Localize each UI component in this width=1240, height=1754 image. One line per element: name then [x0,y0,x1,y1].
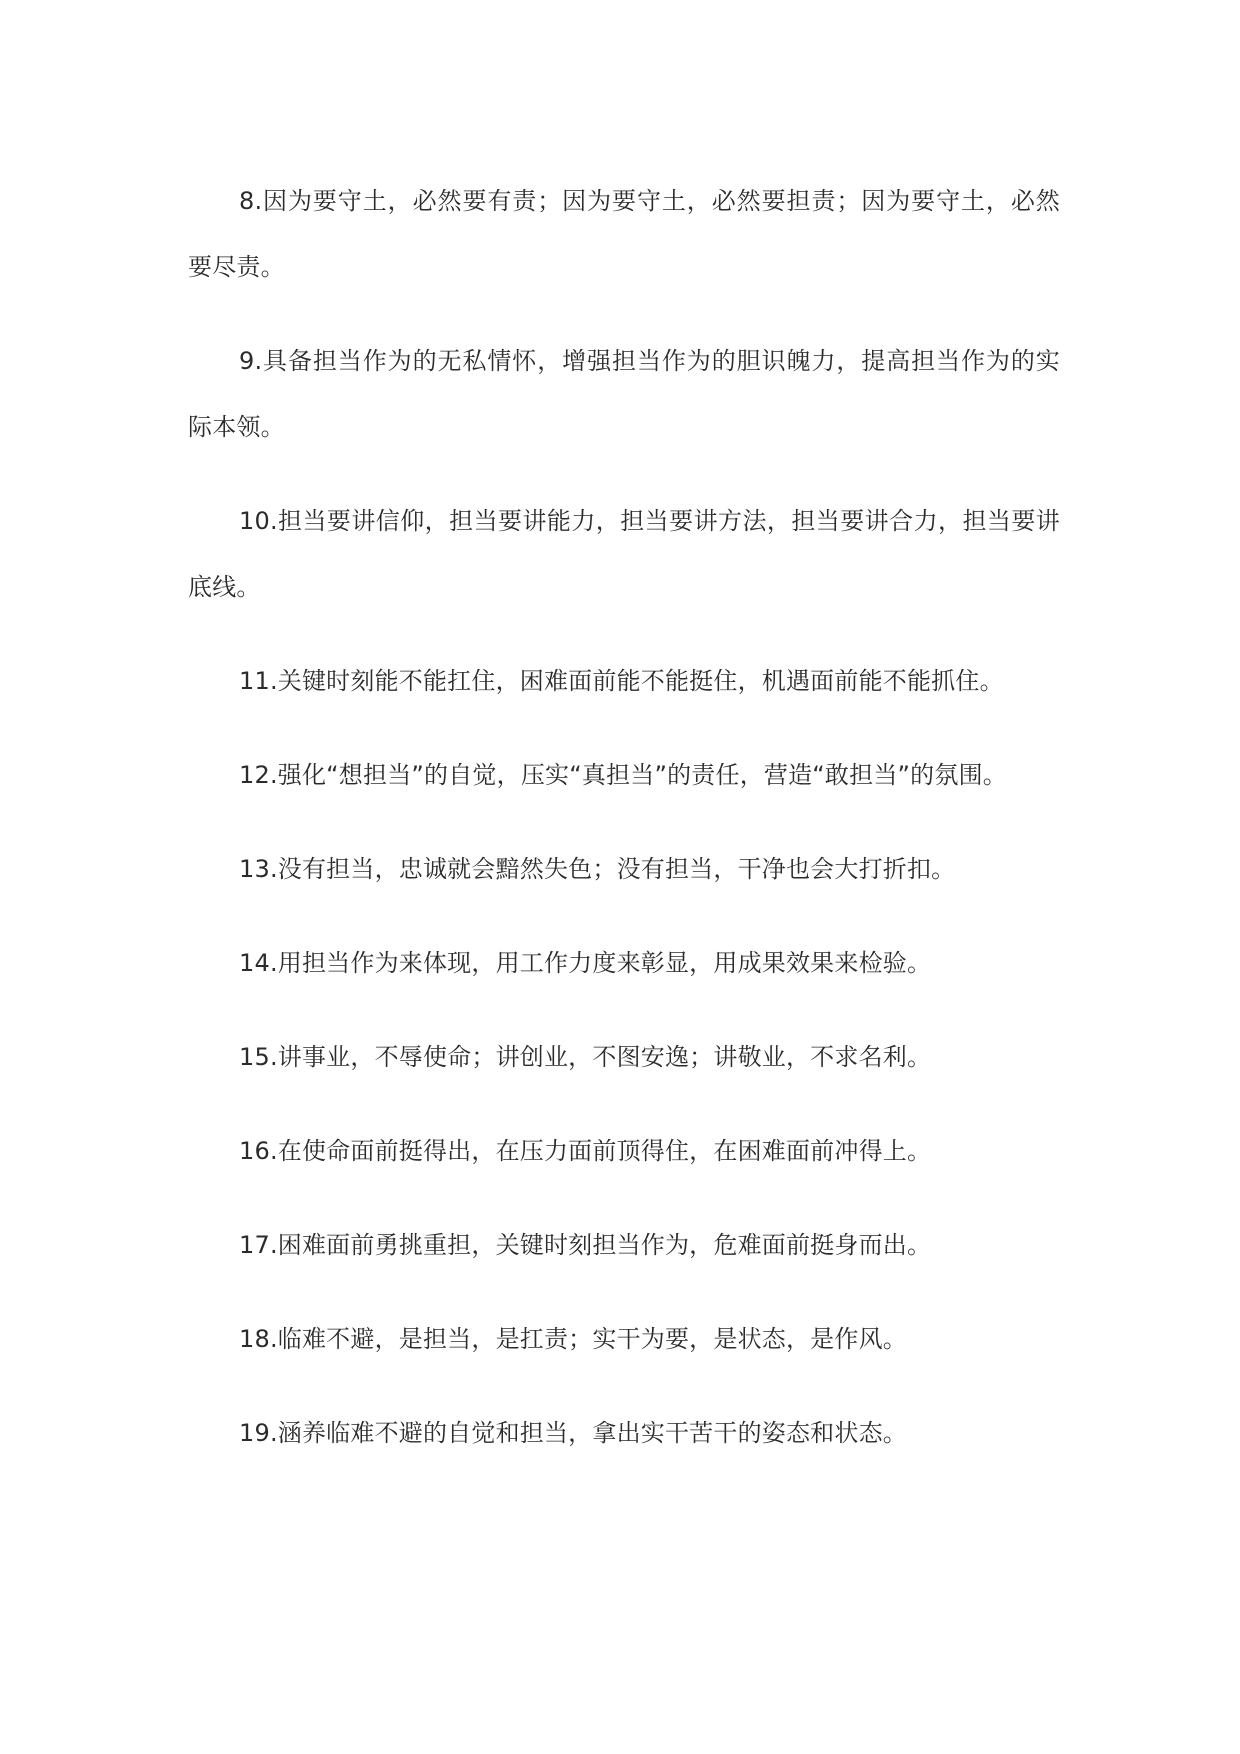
paragraph-14: 14.用担当作为来体现，用工作力度来彰显，用成果效果来检验。 [239,949,932,977]
paragraph-12: 12.强化“想担当”的自觉，压实“真担当”的责任，营造“敢担当”的氛围。 [239,761,1007,789]
paragraph-10: 10.担当要讲信仰，担当要讲能力，担当要讲方法，担当要讲合力，担当要讲底线。 [188,507,1060,601]
document-body [188,168,1060,1494]
paragraph-8: 8.因为要守土，必然要有责；因为要守土，必然要担责；因为要守土，必然要尽责。 [188,187,1060,281]
paragraph-9: 9.具备担当作为的无私情怀，增强担当作为的胆识魄力，提高担当作为的实际本领。 [188,347,1060,441]
paragraph-19: 19.涵养临难不避的自觉和担当，拿出实干苦干的姿态和状态。 [239,1419,907,1447]
paragraph-16: 16.在使命面前挺得出，在压力面前顶得住，在困难面前冲得上。 [239,1137,932,1165]
paragraph-17: 17.困难面前勇挑重担，关键时刻担当作为，危难面前挺身而出。 [239,1231,932,1259]
paragraph-11: 11.关键时刻能不能扛住，困难面前能不能挺住，机遇面前能不能抓住。 [239,667,1004,695]
paragraph-18: 18.临难不避，是担当，是扛责；实干为要，是状态，是作风。 [239,1325,907,1353]
paragraph-15: 15.讲事业，不辱使命；讲创业，不图安逸；讲敬业，不求名利。 [239,1043,932,1071]
paragraph-13: 13.没有担当，忠诚就会黯然失色；没有担当，干净也会大打折扣。 [239,855,956,883]
